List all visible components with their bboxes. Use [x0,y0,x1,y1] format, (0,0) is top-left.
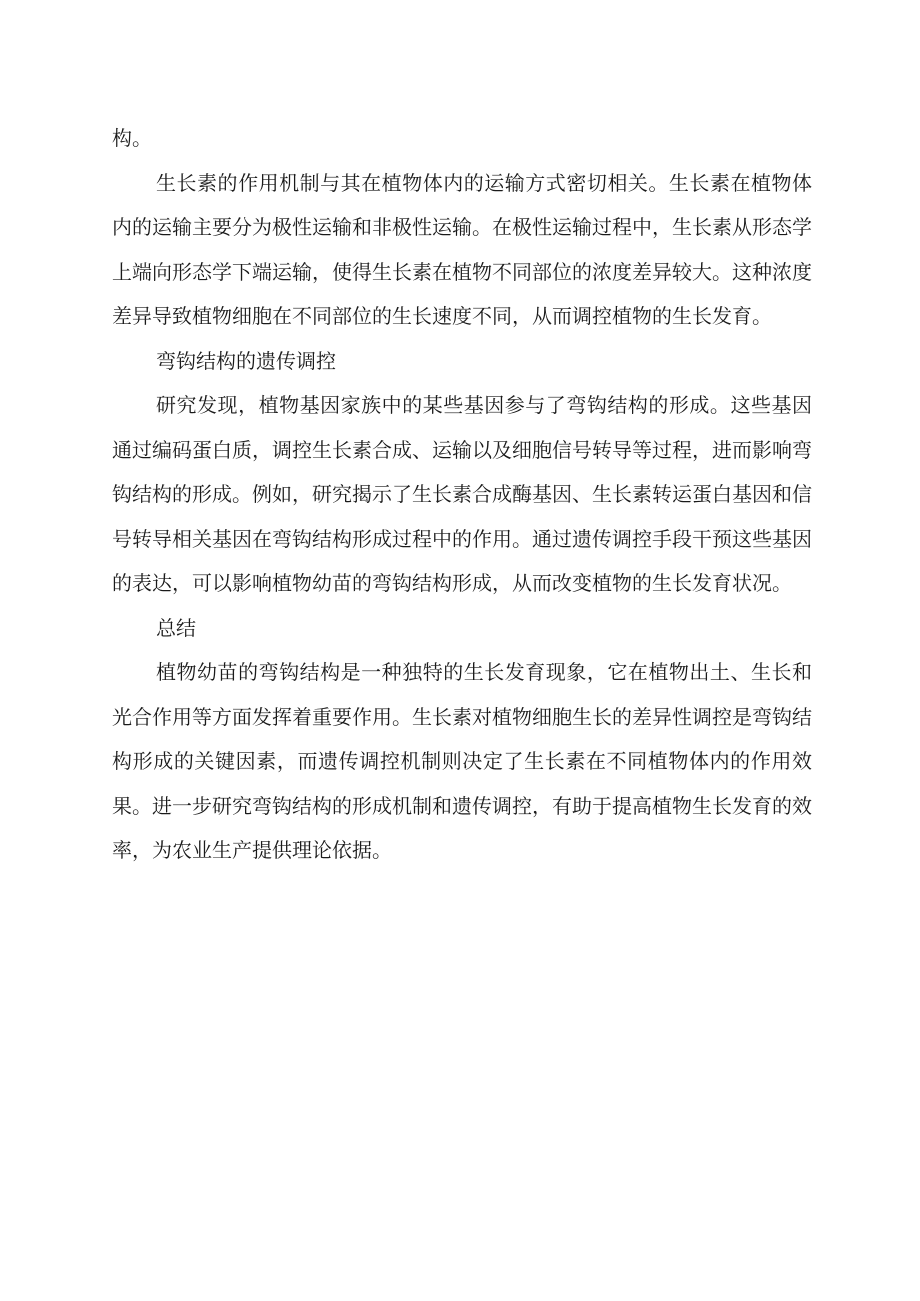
paragraph-genetic-regulation: 研究发现，植物基因家族中的某些基因参与了弯钩结构的形成。这些基因通过编码蛋白质，调控生长素合成、运输以及细胞信号转导等过程，进而影响弯钩结构的形成。例如，研究揭示了生长素合成酶基因、生长素转运蛋白基因和信号转导相关基因在弯钩结构形成过程中的作用。通过遗传调控手段干预这些基因的表达，可以影响植物幼苗的弯钩结构形成，从而改变植物的生长发育状况。 [112,393,812,595]
paragraph-auxin-transport: 生长素的作用机制与其在植物体内的运输方式密切相关。生长素在植物体内的运输主要分为极性运输和非极性运输。在极性运输过程中，生长素从形态学上端向形态学下端运输，使得生长素在植物不同部位的浓度差异较大。这种浓度差异导致植物细胞在不同部位的生长速度不同，从而调控植物的生长发育。 [112,170,812,328]
section-heading-summary: 总结 [156,615,196,640]
paragraph-summary: 植物幼苗的弯钩结构是一种独特的生长发育现象，它在植物出土、生长和光合作用等方面发挥着重要作用。生长素对植物细胞生长的差异性调控是弯钩结构形成的关键因素，而遗传调控机制则决定了生长素在不同植物体内的作用效果。进一步研究弯钩结构的形成机制和遗传调控，有助于提高植物生长发育的效率，为农业生产提供理论依据。 [112,660,812,862]
document-body [112,116,812,873]
paragraph-continuation: 构。 [112,126,152,150]
section-heading-genetic-regulation: 弯钩结构的遗传调控 [156,348,336,373]
